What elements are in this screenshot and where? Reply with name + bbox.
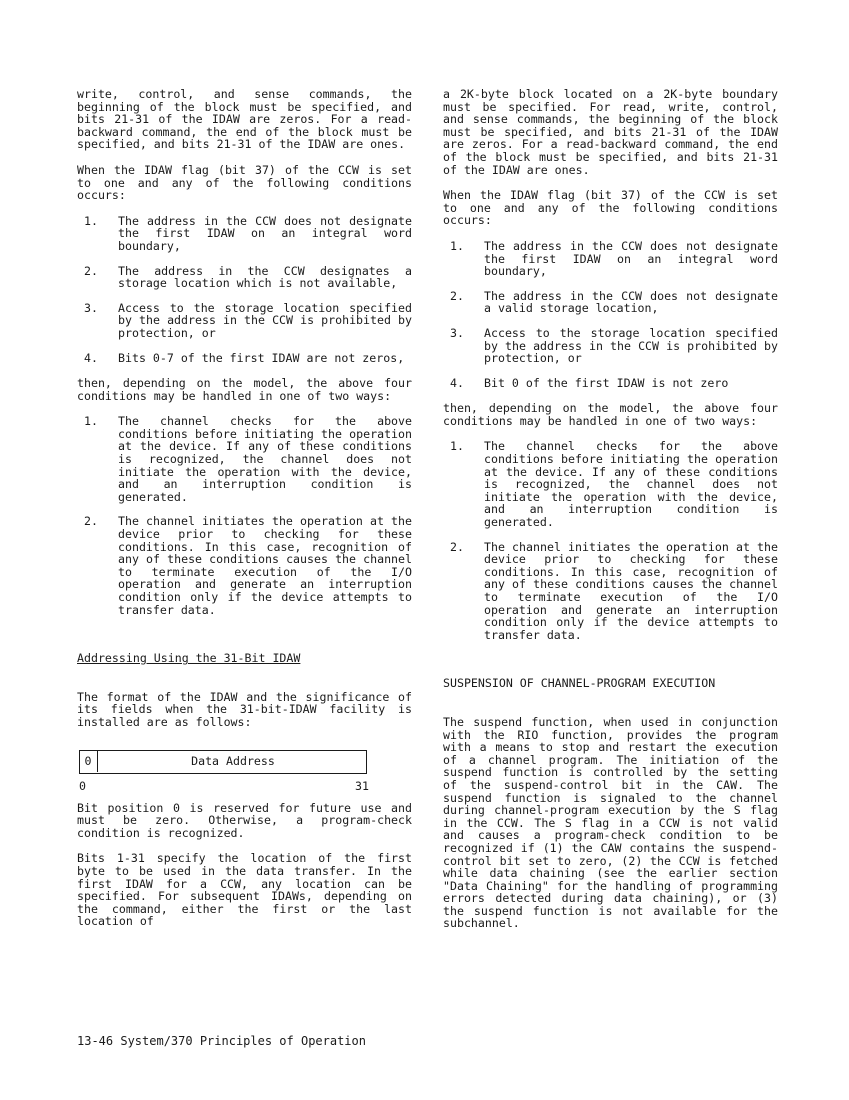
paragraph: write, control, and sense commands, the beginning of the block must be specified, and bits 21-31 of the IDAW are zeros. For a read-backward command, the end of the block must be specified, and bits 21-31 of the IDAW are ones. bbox=[77, 87, 412, 152]
list-item bbox=[77, 515, 412, 616]
list-number: 4. bbox=[450, 375, 464, 390]
list-text: The address in the CCW designates a storage location which is not available, bbox=[118, 263, 412, 291]
list-item bbox=[77, 302, 412, 340]
bit-end-label: 31 bbox=[355, 778, 369, 793]
list-item bbox=[77, 265, 412, 290]
list-item bbox=[443, 327, 778, 365]
list-number: 2. bbox=[450, 539, 464, 554]
bit0-cell: 0 bbox=[79, 750, 98, 772]
paragraph: Bits 1-31 specify the location of the first byte to be used in the data transfer. In the first IDAW for a CCW, any location can be specified. For subsequent IDAWs, depending on the command, either the first or the last location of bbox=[77, 851, 412, 929]
list-text: The address in the CCW does not designate the first IDAW on an integral word boundary, bbox=[484, 238, 778, 279]
handling-list bbox=[77, 415, 412, 616]
page-footer: 13-46 System/370 Principles of Operation bbox=[77, 1034, 366, 1048]
paragraph: then, depending on the model, the above four conditions may be handled in one of two ways: bbox=[443, 401, 778, 428]
list-text: The address in the CCW does not designate the first IDAW on an integral word boundary, bbox=[118, 213, 412, 253]
list-text: The address in the CCW does not designate a valid storage location, bbox=[484, 288, 778, 316]
paragraph: Bit position 0 is reserved for future use and must be zero. Otherwise, a program-check condition is recognized. bbox=[77, 800, 412, 840]
paragraph: The format of the IDAW and the significance of its fields when the 31-bit-IDAW facility is installed are as follows: bbox=[77, 689, 412, 729]
list-item bbox=[77, 215, 412, 253]
left-column bbox=[77, 88, 412, 941]
list-item bbox=[443, 440, 778, 528]
field-label: Data Address bbox=[191, 753, 275, 768]
list-number: 4. bbox=[84, 350, 98, 365]
handling-list bbox=[443, 440, 778, 641]
list-text: Access to the storage location specified by the address in the CCW is prohibited by protection, or bbox=[118, 300, 412, 340]
section-heading: Addressing Using the 31-Bit IDAW bbox=[77, 651, 301, 666]
list-number: 2. bbox=[84, 263, 98, 278]
list-item bbox=[77, 415, 412, 503]
list-number: 1. bbox=[84, 213, 98, 228]
paragraph: When the IDAW flag (bit 37) of the CCW is set to one and any of the following conditions occurs: bbox=[77, 162, 412, 203]
list-text: Bits 0-7 of the first IDAW are not zeros, bbox=[118, 350, 405, 365]
list-text: Access to the storage location specified by the address in the CCW is prohibited by protection, or bbox=[484, 325, 778, 366]
list-number: 2. bbox=[84, 514, 98, 529]
list-text: The channel checks for the above conditions before initiating the operation at the device. If any of these conditions is recognized, the channel does not initiate the operation with the device, and an interruption condition is generated. bbox=[484, 439, 778, 530]
list-number: 1. bbox=[450, 238, 464, 253]
list-number: 3. bbox=[450, 325, 464, 340]
list-item bbox=[443, 240, 778, 278]
section-heading: SUSPENSION OF CHANNEL-PROGRAM EXECUTION bbox=[443, 676, 716, 691]
list-item bbox=[443, 290, 778, 315]
idaw-format-diagram bbox=[77, 742, 412, 802]
condition-list bbox=[77, 215, 412, 364]
list-number: 3. bbox=[84, 300, 98, 315]
list-number: 2. bbox=[450, 288, 464, 303]
list-item bbox=[443, 377, 778, 390]
condition-list bbox=[443, 240, 778, 389]
list-text: Bit 0 of the first IDAW is not zero bbox=[484, 375, 729, 390]
bit-start-label: 0 bbox=[79, 778, 86, 793]
list-item bbox=[443, 541, 778, 642]
list-text: The channel initiates the operation at the device prior to checking for these conditions. In this case, recognition of any of these conditions causes the channel to terminate execution of the I/O operation and generate an interruption condition only if the device attempts to transfer data. bbox=[484, 539, 778, 642]
paragraph: then, depending on the model, the above four conditions may be handled in one of two ways: bbox=[77, 376, 412, 403]
list-number: 1. bbox=[450, 439, 464, 454]
list-number: 1. bbox=[84, 414, 98, 429]
right-column bbox=[443, 88, 778, 943]
paragraph: When the IDAW flag (bit 37) of the CCW is set to one and any of the following conditions occurs: bbox=[443, 188, 778, 228]
list-text: The channel initiates the operation at the device prior to checking for these conditions. In this case, recognition of any of these conditions causes the channel to terminate execution of the I/O operation and generate an interruption condition only if the device attempts to transfer data. bbox=[118, 514, 412, 617]
paragraph: a 2K-byte block located on a 2K-byte boundary must be specified. For read, write, control, and sense commands, the beginning of the block must be specified, and bits 21-31 of the IDAW are zeros. For a read-backward command, the end of the block must be specified, and bits 21-31 of the IDAW are ones. bbox=[443, 87, 778, 177]
list-text: The channel checks for the above conditions before initiating the operation at the device. If any of these conditions is recognized, the channel does not initiate the operation with the device, and an interruption condition is generated. bbox=[118, 414, 412, 504]
list-item bbox=[77, 352, 412, 365]
paragraph: The suspend function, when used in conjunction with the RIO function, provides the program with a means to stop and restart the execution of a channel program. The initiation of the suspend function is controlled by the setting of the suspend-control bit in the CAW. The suspend function is signaled to the channel during channel-program execution by the S flag in the CCW. The S flag in a CCW is not valid and causes a program-check condition to be recognized if (1) the CAW contains the suspend-control bit set to zero, (2) the CCW is fetched while data chaining (see the earlier section "Data Chaining" for the handling of programming errors detected during data chaining), or (3) the suspend function is not available for the subchannel. bbox=[443, 714, 778, 931]
